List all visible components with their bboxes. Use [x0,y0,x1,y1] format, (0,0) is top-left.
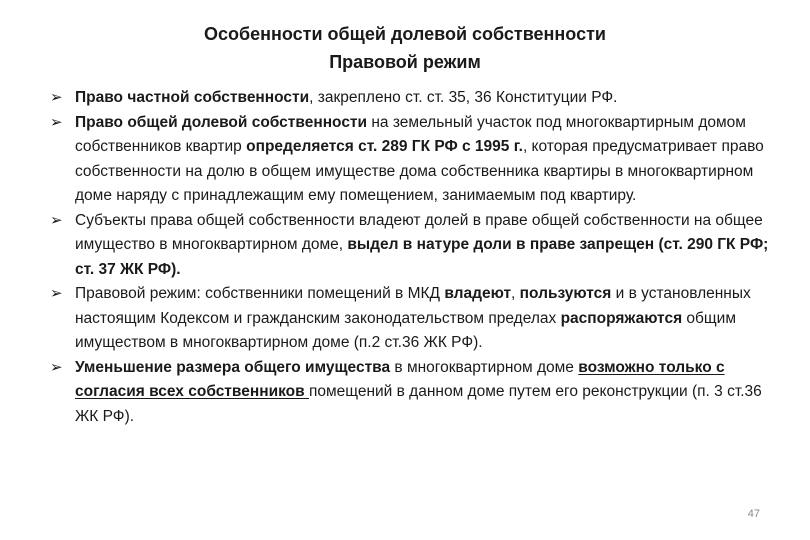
bullet-bold-text: определяется ст. 289 ГК РФ с 1995 г. [246,138,523,155]
bullet-bold-text: распоряжаются [560,309,683,327]
arrow-bullet-icon: ➢ [50,285,63,302]
arrow-bullet-icon: ➢ [50,211,63,229]
bullet-item [50,111,775,209]
slide-title-line-2: Правовой режим [329,52,481,72]
arrow-bullet-icon: ➢ [50,113,63,131]
arrow-bullet-icon: ➢ [50,89,63,106]
bullet-bold-text: Право общей долевой собственности [75,113,368,131]
bullet-text: помещений в данном доме путем его реконструкции (п. 3 ст.36 ЖК РФ). [75,383,762,425]
bullet-item [50,356,775,430]
slide-title [0,20,810,76]
page-number: 47 [747,508,760,520]
bullet-text: и в установленных настоящим Кодексом и гражданским законодательством пределах [75,285,751,327]
bullet-text: , закреплено ст. ст. 35, 36 Конституции РФ. [309,89,618,106]
bullet-item [50,86,775,111]
arrow-bullet-icon: ➢ [50,358,63,376]
bullet-text: общим имуществом в многоквартирном доме (п.2 ст.36 ЖК РФ). [75,309,736,351]
bullet-bold-text: Уменьшение размера общего имущества [75,358,391,376]
bullet-item [50,209,775,283]
bullet-bold-text: выдел в натуре доли в праве запрещен (ст. 290 ГК РФ; ст. 37 ЖК РФ). [75,236,769,278]
bullet-text: Правовой режим: собственники помещений в МКД [75,285,445,302]
bullet-text: , которая предусматривает право собственности на долю в общем имуществе дома собственника квартиры в многоквартирном доме наряду с принадлежащим ему помещением, занимаемым под квартиру. [75,138,764,204]
bullet-list [50,86,775,429]
bullet-bold-text: Право частной собственности [75,89,310,106]
bullet-bold-text: пользуются [519,285,612,302]
bullet-text: в многоквартирном доме [390,358,579,376]
bullet-text: Субъекты права общей собственности владеют долей в праве общей собственности на общее имущество в многоквартирном доме, [75,211,763,253]
bullet-bold-text: владеют [444,285,512,302]
bullet-item [50,282,775,356]
bullet-text: на земельный участок под многоквартирным домом собственников квартир [75,113,746,155]
bullet-bold-underlined-text: возможно только с согласия всех собственников [75,358,725,400]
slide-title-line-1: Особенности общей долевой собственности [204,24,606,44]
bullet-text: , [511,285,520,302]
